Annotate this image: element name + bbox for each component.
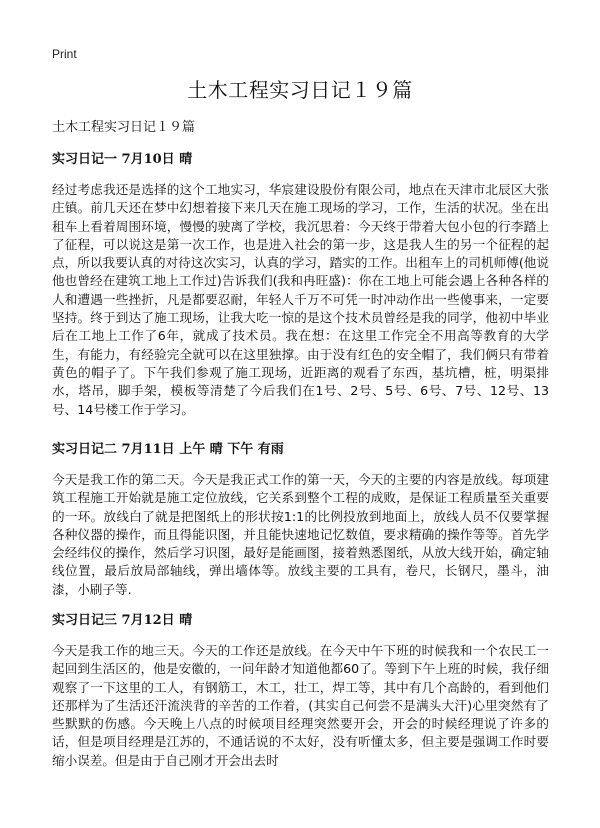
entry-3-body: 今天是我工作的地三天。今天的工作还是放线。在今天中午下班的时候我和一个农民工一起回到生活区的，他是安徽的，一问年龄才知道他都60了。等到下午上班的时候，我仔细观察了一下这里的工人，有钢筋工，木工，壮工，焊工等，其中有几个高龄的，看到他们还那样为了生活还汗流浃背的辛苦的工作着，(其实自己何尝不是满头大汗)心里突然有了些默默的伤感。今天晚上八点的时候项目经理突然要开会，开会的时候经理说了许多的话，但是项目经理是江苏的，不通话说的不太好，没有听懂太多，但主要是强调工作时要缩小误差。但是由于自己刚才开会出去时 — [52, 643, 549, 768]
print-label[interactable]: Print — [52, 47, 77, 61]
entry-2-heading: 实习日记二 7月11日 上午 晴 下午 有雨 — [52, 442, 284, 457]
document-subtitle: 土木工程实习日记１９篇 — [52, 120, 196, 135]
entry-1-heading: 实习日记一 7月10日 晴 — [52, 152, 193, 167]
entry-2-body: 今天是我工作的第二天。今天是我正式工作的第一天，今天的主要的内容是放线。每项建筑工程施工开始就是施工定位放线，它关系到整个工程的成败，是保证工程质量至关重要的一环。放线白了就是把图纸上的形状按1:1的比例投放到地面上，放线人员不仅要掌握各种仪器的操作，而且得能识图，并且能快速地记忆数值，要求精确的操作等等。首先学会经纬仪的操作，然后学习识图，最好是能画图，接着熟悉图纸，从放大线开始，确定轴线位置，最后放局部轴线，弹出墙体等。放线主要的工具有，卷尺，长钢尺，墨斗，油漆，小刷子等. — [52, 472, 549, 597]
entry-1-body: 经过考虑我还是选择的这个工地实习，华宸建设股份有限公司，地点在天津市北辰区大张庄镇。前几天还在梦中幻想着接下来几天在施工现场的学习，工作，生活的状况。坐在出租车上看着周围环境，慢慢的驶离了学校，我沉思着：今天终于带着大包小包的行李踏上了征程，可以说这是第一次工作，也是进入社会的第一步，这是我人生的另一个征程的起点，所以我要认真的对待这次实习，认真的学习，踏实的工作。出租车上的司机师傅(他说他也曾经在建筑工地上工作过)告诉我们(我和冉旺盛)：你在工地上可能会遇上各种各样的人和遭遇一些挫折，凡是都要忍耐，年轻人千万不可凭一时冲动作出一些傻事来，一定要坚持。终于到达了施工现场，让我大吃一惊的是这个技术员曾经是我的同学，他初中毕业后在工地上工作了6年，就成了技术员。我在想：在这里工作完全不用高等教育的大学生，有能力，有经验完全就可以在这里独撑。由于没有红色的安全帽了，我们俩只有带着黄色的帽子了。下午我们参观了施工现场，近距离的观看了东西，基坑槽，桩，明渠排水，塔吊，脚手架，模板等清楚了今后我们在1号、2号、5号、6号、7号、12号、13号、14号楼工作于学习。 — [52, 182, 549, 417]
entry-3-heading: 实习日记三 7月12日 晴 — [52, 613, 193, 628]
page-title: 土木工程实习日记１９篇 — [187, 78, 413, 102]
